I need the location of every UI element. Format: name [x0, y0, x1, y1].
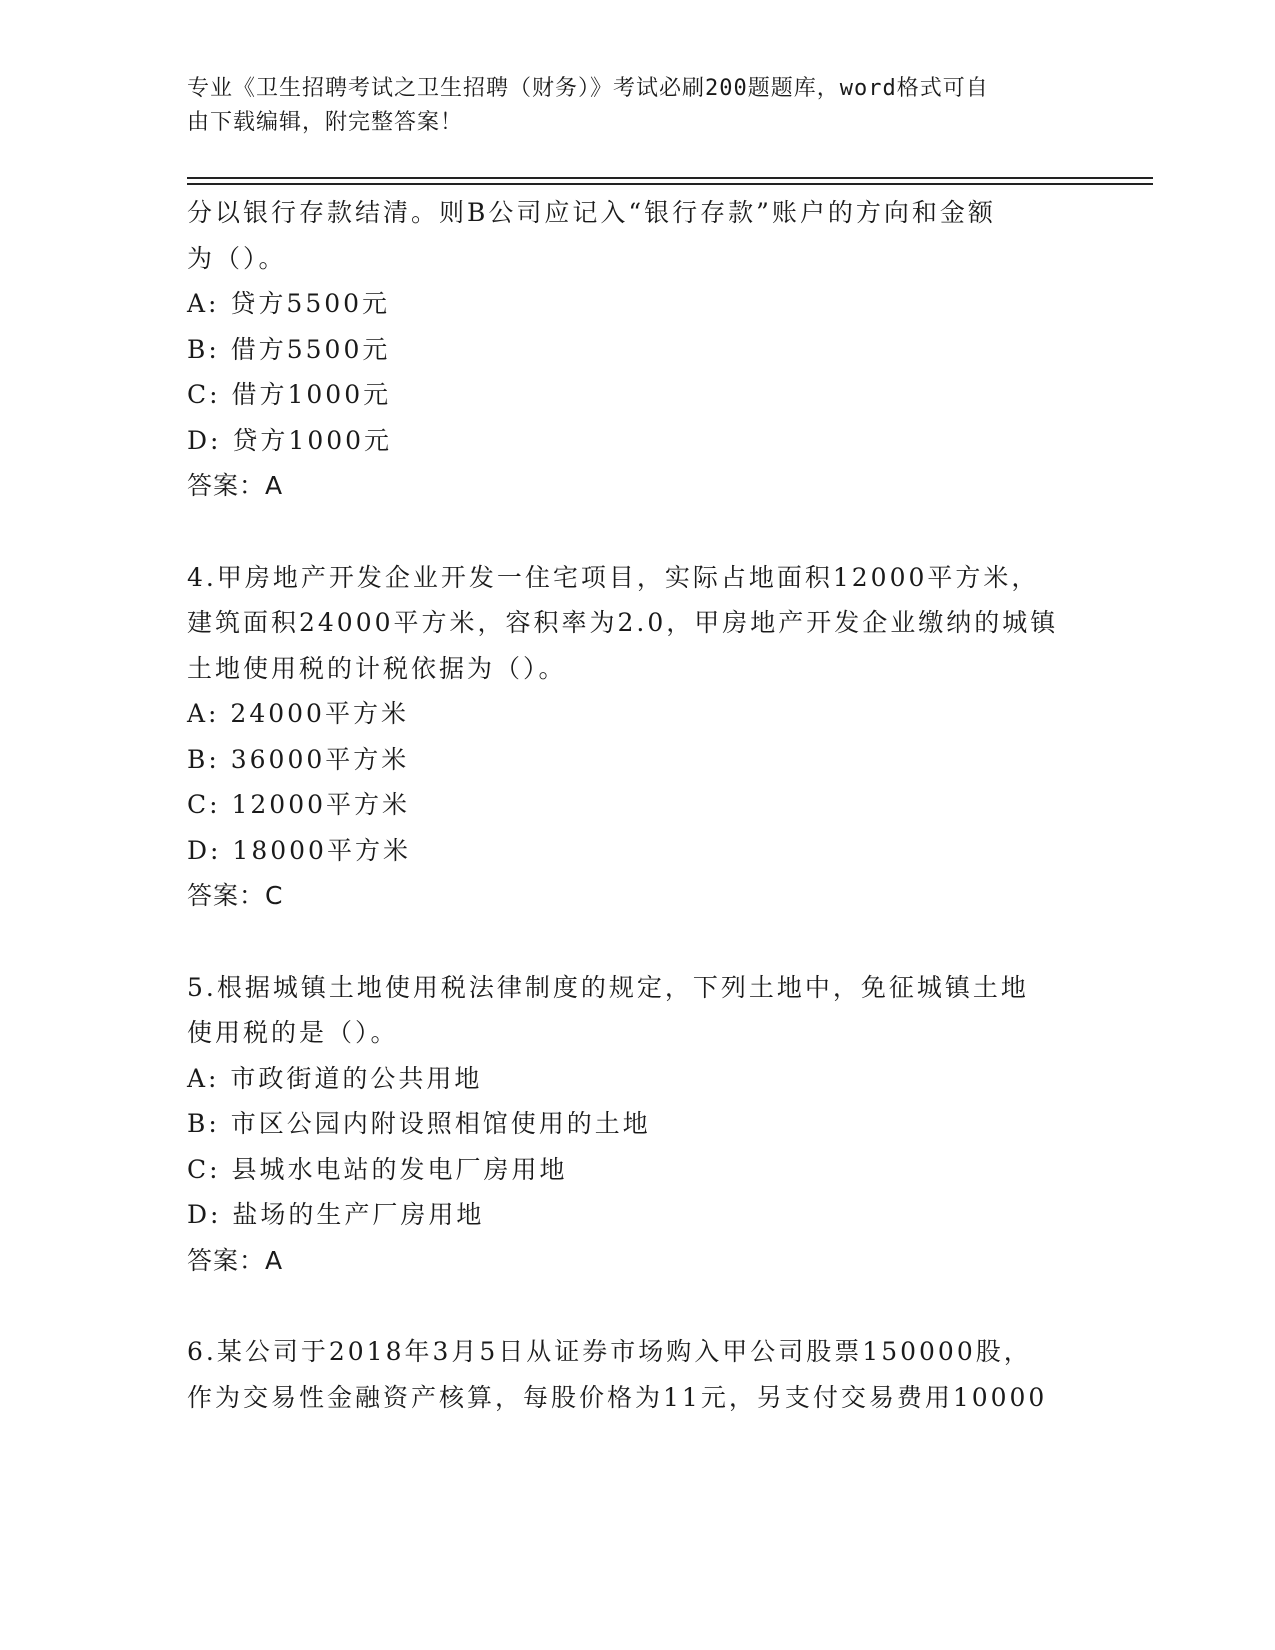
document-header — [187, 72, 1087, 140]
question-stem-line: 6.某公司于2018年3月5日从证券市场购入甲公司股票150000股， — [187, 1337, 1032, 1366]
option-b: B: 借方5500元 — [187, 334, 391, 364]
option-a: A: 市政街道的公共用地 — [187, 1063, 483, 1093]
document-body — [187, 190, 1087, 1420]
question-stem-line: 5.根据城镇土地使用税法律制度的规定，下列土地中，免征城镇土地 — [187, 972, 1029, 1002]
question-6 — [187, 1329, 1087, 1420]
option-d: D: 18000平方米 — [187, 835, 411, 865]
question-4 — [187, 555, 1087, 919]
question-5 — [187, 965, 1087, 1284]
question-stem-line: 为（）。 — [187, 243, 287, 273]
option-c: C: 县城水电站的发电厂房用地 — [187, 1154, 568, 1184]
option-d: D: 贷方1000元 — [187, 425, 393, 455]
option-c: C: 借方1000元 — [187, 380, 392, 409]
question-stem-line: 4.甲房地产开发企业开发一住宅项目，实际占地面积12000平方米， — [187, 562, 1040, 592]
question-stem-line: 使用税的是（）。 — [187, 1018, 399, 1047]
answer: 答案：C — [187, 881, 284, 910]
question-stem-line: 土地使用税的计税依据为（）。 — [187, 653, 567, 683]
spacer — [187, 509, 1087, 555]
option-b: B: 36000平方米 — [187, 744, 410, 774]
answer: 答案：A — [187, 471, 284, 500]
option-a: A: 24000平方米 — [187, 699, 409, 728]
option-d: D: 盐场的生产厂房用地 — [187, 1200, 485, 1229]
header-divider-bottom — [187, 183, 1153, 185]
answer: 答案：A — [187, 1245, 284, 1275]
option-c: C: 12000平方米 — [187, 790, 411, 819]
header-title-line-2: 由下载编辑，附完整答案！ — [187, 110, 464, 135]
spacer — [187, 919, 1087, 965]
question-stem-line: 作为交易性金融资产核算，每股价格为11元，另支付交易费用10000 — [187, 1382, 1048, 1412]
question-stem-line: 分以银行存款结清。则B公司应记入“银行存款”账户的方向和金额 — [187, 198, 996, 227]
question-stem-line: 建筑面积24000平方米，容积率为2.0，甲房地产开发企业缴纳的城镇 — [187, 608, 1059, 637]
spacer — [187, 1283, 1087, 1329]
question-3 — [187, 190, 1087, 509]
header-divider-top — [187, 177, 1153, 179]
option-b: B: 市区公园内附设照相馆使用的土地 — [187, 1109, 651, 1138]
option-a: A: 贷方5500元 — [187, 289, 391, 318]
header-title-line-1: 专业《卫生招聘考试之卫生招聘（财务）》考试必刷200题题库，word格式可自 — [187, 76, 989, 101]
